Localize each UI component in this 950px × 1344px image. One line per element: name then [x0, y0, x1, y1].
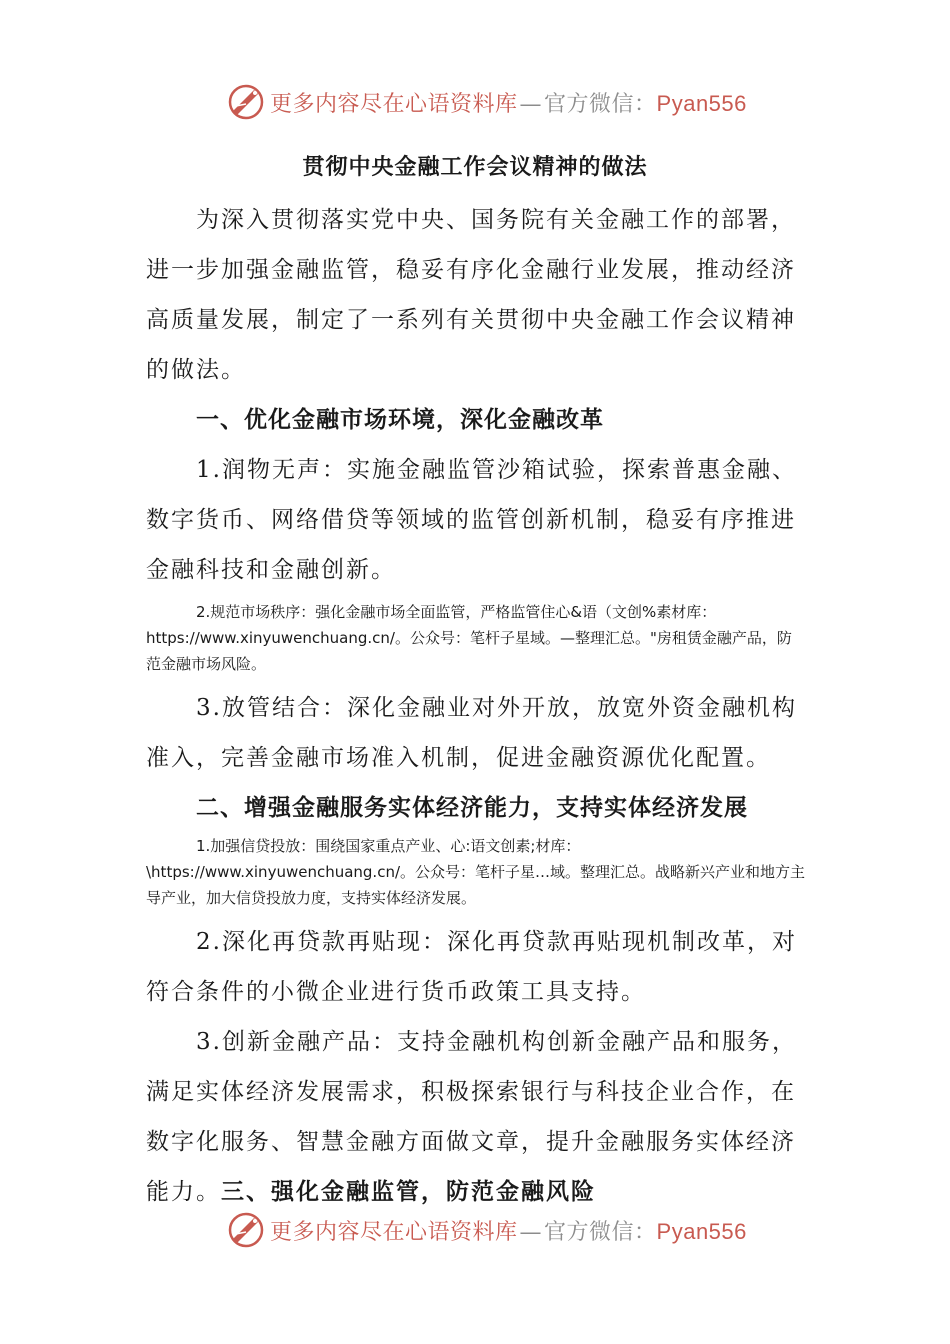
document-title: 贯彻中央金融工作会议精神的做法 — [302, 155, 648, 180]
watermark-text — [270, 87, 747, 118]
intro-paragraph: 为深入贯彻落实党中央、国务院有关金融工作的部署，进一步加强金融监管，稳妥有序化金融行业发展，推动经济高质量发展，制定了一系列有关贯彻中央金融工作会议精神的做法。 — [146, 207, 796, 383]
watermark-banner-top — [226, 78, 746, 126]
watermark-text — [270, 1215, 747, 1246]
section2-heading: 二、增强金融服务实体经济能力，支持实体经济发展 — [196, 795, 748, 821]
section1-heading: 一、优化金融市场环境，深化金融改革 — [196, 407, 604, 433]
watermark-main: 更多内容尽在心语资料库 — [270, 91, 518, 117]
watermark-main: 更多内容尽在心语资料库 — [270, 1219, 518, 1245]
section2-item3: 3.创新金融产品：支持金融机构创新金融产品和服务，满足实体经济发展需求，积极探索银行与科技企业合作，在数字化服务、智慧金融方面做文章，提升金融服务实体经济能力。 — [146, 1029, 797, 1205]
quill-logo-icon — [226, 1210, 266, 1250]
watermark-wechat-id: Pyan556 — [656, 90, 747, 116]
section2-item3-with-section3-heading — [146, 1017, 806, 1217]
section2-item2: 2.深化再贷款再贴现：深化再贷款再贴现机制改革，对符合条件的小微企业进行货币政策工具支持。 — [146, 929, 797, 1005]
watermark-label: 官方微信： — [544, 91, 657, 117]
watermark-label: 官方微信： — [544, 1219, 657, 1245]
section1-item3: 3.放管结合：深化金融业对外开放，放宽外资金融机构准入，完善金融市场准入机制，促进金融资源优化配置。 — [146, 695, 797, 771]
section3-heading: 三、强化金融监管，防范金融风险 — [221, 1179, 596, 1205]
watermark-banner-bottom — [226, 1206, 746, 1254]
section1-item2: 2.规范市场秩序：强化金融市场全面监管，严格监管住心&语（文创%素材库：https://www.xinyuwenchuang.cn/。公众号：笔杆子星域。—整理汇总。"房租赁金融产品，防范金融市场风险。 — [146, 603, 792, 673]
section2-item1: 1.加强信贷投放：围绕国家重点产业、心:语文创素;材库：\https://www.xinyuwenchuang.cn/。公众号：笔杆子星…域。整理汇总。战略新兴产业和地方主导产业，加大信贷投放力度，支持实体经济发展。 — [146, 837, 806, 907]
watermark-separator: — — [519, 1219, 543, 1245]
quill-logo-icon — [226, 82, 266, 122]
document-body — [146, 195, 806, 1217]
watermark-wechat-id: Pyan556 — [656, 1218, 747, 1244]
watermark-separator: — — [519, 91, 543, 117]
section1-item1: 1.润物无声：实施金融监管沙箱试验，探索普惠金融、数字货币、网络借贷等领域的监管创新机制，稳妥有序推进金融科技和金融创新。 — [146, 457, 797, 583]
